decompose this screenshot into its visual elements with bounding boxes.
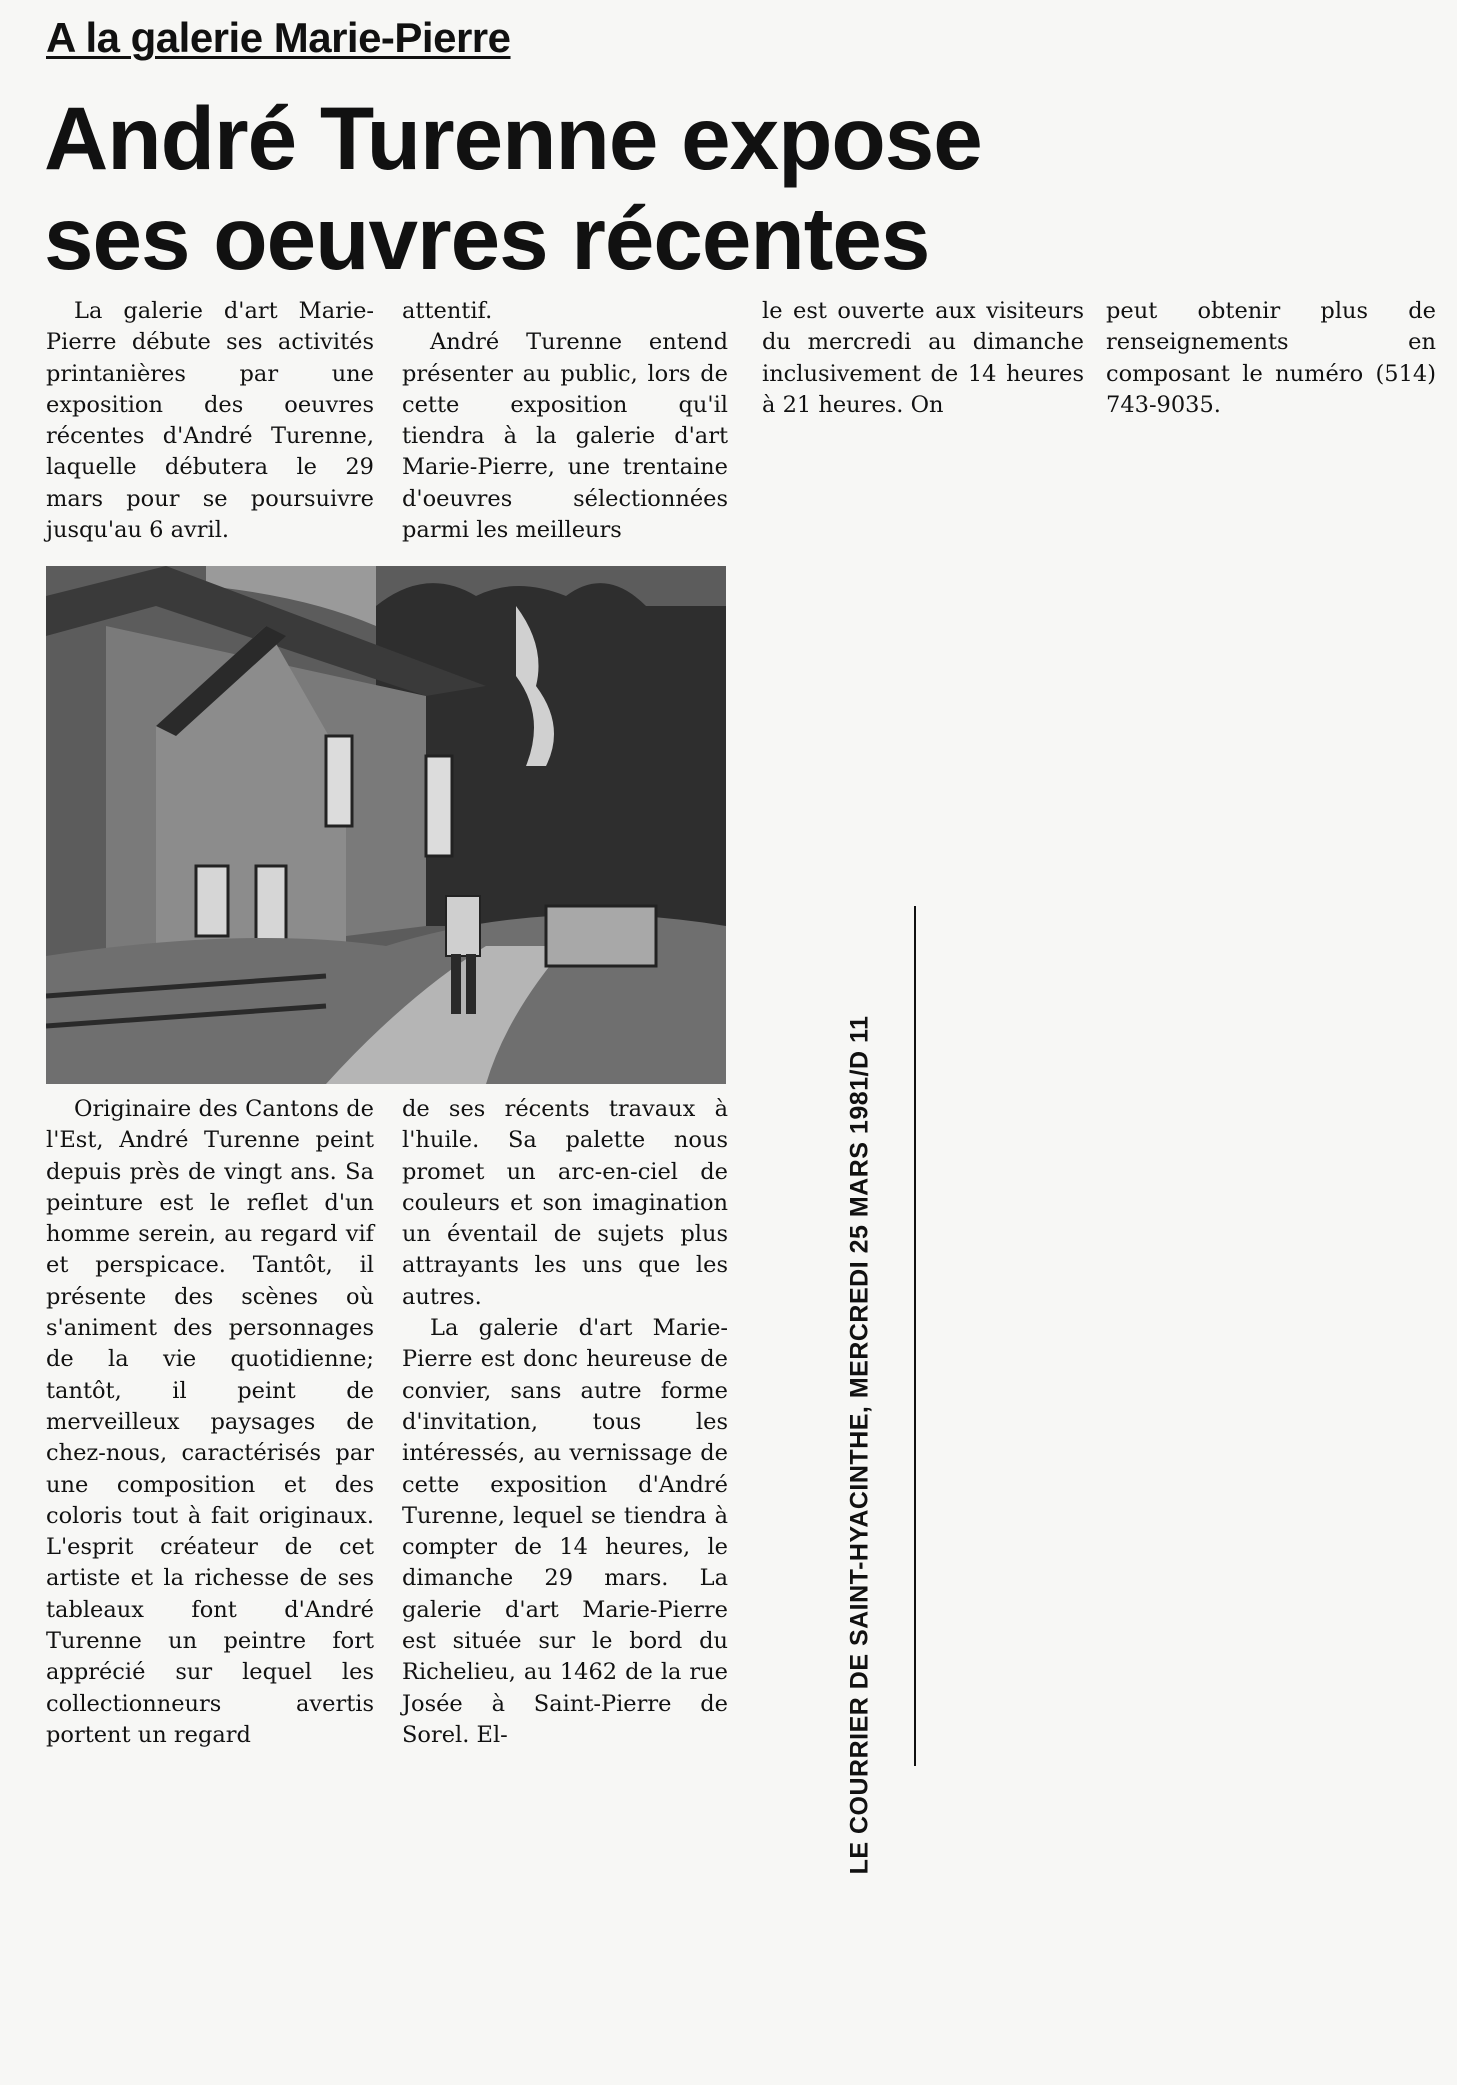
paragraph: peut obtenir plus de renseignements en composant le numéro (514) 743-9035.	[1106, 298, 1436, 418]
paragraph: Originaire des Cantons de l'Est, André Turenne peint depuis près de vingt ans. Sa peinture est le reflet d'un homme serein, au regard vif et perspicace. Tantôt, il présente des scènes où s'animent des personnages de la vie quotidienne; tantôt, il peint de merveilleux paysages de chez-nous, caractérisés par une composition et des coloris tout à fait originaux. L'esprit créateur de cet artiste et la richesse de ses tableaux font d'André Turenne un peintre fort apprécié sur lequel les collectionneurs avertis portent un regard	[46, 1096, 374, 1748]
article-column-1-top	[46, 296, 374, 546]
paragraph: de ses récents travaux à l'huile. Sa palette nous promet un arc-en-ciel de couleurs et son imagination un éventail de sujets plus attrayants les uns que les autres.	[402, 1096, 728, 1310]
headline: André Turenne expose ses oeuvres récentes	[44, 88, 982, 288]
article-column-1-bottom	[46, 1094, 374, 1751]
article-column-2-bottom	[402, 1094, 728, 1751]
article-column-4-top	[1106, 296, 1436, 421]
article-column-2-top	[402, 296, 728, 546]
painting-image	[46, 566, 726, 1084]
paragraph: La galerie d'art Marie-Pierre est donc heureuse de convier, sans autre forme d'invitation, tous les intéressés, au vernissage de cette exposition d'André Turenne, lequel se tiendra à compter de 14 heures, le dimanche 29 mars. La galerie d'art Marie-Pierre est située sur le bord du Richelieu, au 1462 de la rue Josée à Saint-Pierre de Sorel. El-	[402, 1315, 728, 1748]
credit-rule	[914, 906, 916, 1766]
paragraph: La galerie d'art Marie-Pierre débute ses activités printanières par une exposition des oeuvres récentes d'André Turenne, laquelle débutera le 29 mars pour se poursuivre jusqu'au 6 avril.	[46, 298, 374, 544]
source-credit: LE COURRIER DE SAINT-HYACINTHE, MERCREDI 25 MARS 1981/D 11	[845, 1015, 874, 1875]
kicker: A la galerie Marie-Pierre	[46, 14, 511, 61]
artwork-photo	[46, 566, 726, 1084]
paragraph: André Turenne entend présenter au public, lors de cette exposition qu'il tiendra à la galerie d'art Marie-Pierre, une trentaine d'oeuvres sélectionnées parmi les meilleurs	[402, 329, 728, 544]
paragraph: le est ouverte aux visiteurs du mercredi au dimanche inclusivement de 14 heures à 21 heures. On	[762, 298, 1084, 418]
paragraph: attentif.	[402, 298, 493, 324]
article-column-3-top	[762, 296, 1084, 421]
